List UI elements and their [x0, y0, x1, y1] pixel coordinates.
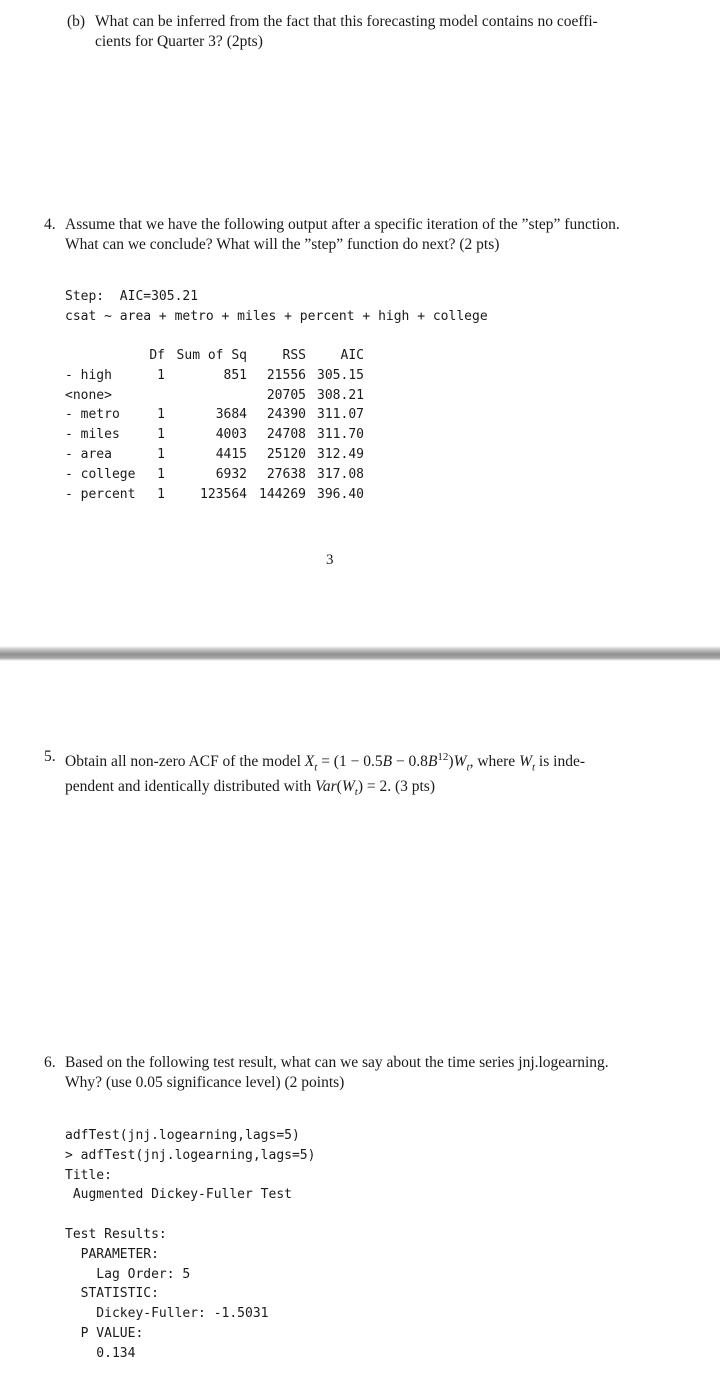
code-line: 0.134: [65, 1345, 136, 1361]
table-cell: [147, 386, 165, 406]
question-4-line-2: What can we conclude? What will the ”step” function do next? (2 pts): [65, 236, 500, 253]
step-anova-table: [65, 346, 364, 504]
question-5-points: (3 pts): [391, 778, 436, 796]
question-3b-line-2: cients for Quarter 3? (2pts): [95, 33, 263, 50]
question-5-text: is inde-: [535, 753, 585, 771]
noise-variable-w: W: [453, 753, 467, 771]
table-cell: 317.08: [317, 466, 364, 482]
question-5-line-1: [44, 747, 585, 777]
noise-variable-w: W: [341, 778, 355, 796]
question-4-line-1: Assume that we have the following output after a specific iteration of the ”step” function.: [65, 216, 620, 233]
table-row: [65, 445, 364, 465]
table-header-cell: Df: [149, 348, 165, 363]
table-cell: 851: [223, 367, 247, 383]
table-row: [65, 465, 364, 485]
model-expression: − 0.8: [392, 753, 428, 771]
model-subscript: t: [314, 761, 318, 774]
table-cell: 1: [157, 407, 165, 423]
code-line: Title:: [65, 1167, 112, 1183]
code-line: Augmented Dickey-Fuller Test: [65, 1187, 292, 1203]
model-expression: ): [448, 753, 454, 771]
question-3b-label: (b): [67, 13, 86, 30]
table-cell: 27638: [266, 466, 306, 482]
table-cell: <none>: [65, 387, 112, 403]
question-4: [44, 215, 620, 255]
table-cell: 4415: [215, 446, 247, 462]
table-cell: 21556: [266, 367, 306, 383]
table-cell: 311.70: [317, 427, 364, 443]
question-4-number: 4.: [44, 216, 56, 233]
table-cell: 305.15: [317, 367, 364, 383]
table-cell: - percent: [65, 486, 136, 502]
table-row: [65, 405, 364, 425]
table-cell: 308.21: [317, 387, 364, 403]
table-cell: - area: [65, 446, 112, 462]
model-variable-x: X: [304, 753, 315, 771]
question-5-text: Obtain all non-zero ACF of the model: [65, 753, 305, 771]
exam-page-3: [0, 0, 720, 646]
table-cell: - high: [65, 367, 112, 383]
question-3b: [67, 12, 598, 52]
model-subscript: t: [466, 761, 470, 774]
step-formula-line: csat ~ area + metro + miles + percent + high + college: [65, 308, 488, 324]
code-line: Lag Order: 5: [65, 1266, 191, 1282]
code-line: P VALUE:: [65, 1325, 144, 1341]
step-output-header: [65, 287, 488, 327]
question-5-number: 5.: [44, 748, 56, 765]
table-cell: 25120: [266, 446, 306, 462]
page-number: 3: [326, 552, 334, 568]
table-cell: 3684: [215, 407, 247, 423]
question-6-line-1: Based on the following test result, what can we say about the time series jnj.logearning.: [65, 1054, 609, 1071]
table-row: [65, 386, 364, 406]
table-cell: 24708: [266, 427, 306, 443]
model-expression: (: [336, 778, 342, 796]
code-line: STATISTIC:: [65, 1286, 159, 1302]
table-cell: 1: [157, 367, 165, 383]
backshift-exponent: 12: [437, 751, 449, 763]
variance-function: Var: [315, 778, 337, 796]
backshift-operator: B: [382, 753, 393, 771]
model-expression: ) = 2.: [357, 778, 392, 796]
question-3b-line-1: What can be inferred from the fact that this forecasting model contains no coeffi-: [95, 13, 598, 30]
table-cell: 20705: [266, 387, 306, 403]
step-aic-line: Step: AIC=305.21: [65, 289, 199, 304]
exam-page-4: [0, 661, 720, 1388]
question-6-line-2: Why? (use 0.05 significance level) (2 points): [65, 1074, 345, 1091]
model-subscript: t: [354, 786, 358, 799]
table-cell: - metro: [65, 407, 120, 423]
backshift-operator: B: [427, 753, 438, 771]
table-cell: 1: [157, 486, 165, 502]
table-cell: 6932: [215, 466, 247, 482]
code-line: Test Results:: [65, 1226, 167, 1242]
noise-variable-w: W: [519, 753, 532, 771]
table-cell: 123564: [200, 486, 247, 502]
table-cell: 1: [157, 446, 165, 462]
code-line: > adfTest(jnj.logearning,lags=5): [65, 1147, 316, 1163]
table-cell: 24390: [266, 407, 306, 423]
model-expression: = (1 − 0.5: [317, 753, 383, 771]
table-header-row: [65, 346, 364, 366]
table-row: [65, 425, 364, 445]
table-row: [65, 485, 364, 505]
table-header-cell: RSS: [282, 348, 306, 363]
code-line: Dickey-Fuller: -1.5031: [65, 1306, 269, 1322]
question-5-line-2: [44, 777, 585, 802]
table-cell: - miles: [65, 427, 120, 443]
question-5-text: pendent and identically distributed with: [65, 778, 316, 796]
table-cell: 1: [157, 427, 165, 443]
table-row: [65, 366, 364, 386]
table-cell: 4003: [215, 427, 247, 443]
table-header-cell: [65, 346, 147, 366]
table-cell: 144269: [259, 486, 306, 502]
code-line: adfTest(jnj.logearning,lags=5): [65, 1128, 300, 1143]
table-cell: 396.40: [317, 486, 364, 502]
table-header-cell: AIC: [340, 348, 364, 363]
question-6-number: 6.: [44, 1054, 56, 1071]
question-5-text: , where: [469, 753, 520, 771]
table-header-cell: Sum of Sq: [176, 348, 247, 363]
table-cell: 312.49: [317, 446, 364, 462]
table-cell: [165, 386, 247, 406]
table-cell: - college: [65, 466, 136, 482]
table-cell: 1: [157, 466, 165, 482]
model-subscript: t: [531, 761, 536, 774]
question-5: [44, 747, 585, 802]
question-6: [44, 1053, 609, 1093]
page-divider: [0, 646, 720, 661]
code-line: PARAMETER:: [65, 1246, 159, 1262]
adf-test-output: [65, 1126, 315, 1364]
table-cell: 311.07: [317, 407, 364, 423]
